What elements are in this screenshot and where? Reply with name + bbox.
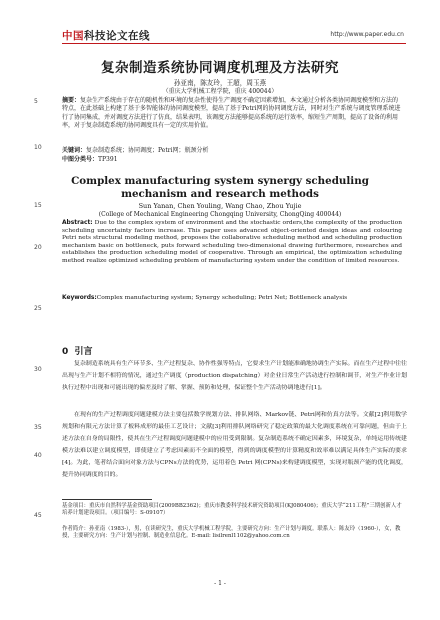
keywords-label: 关键词：: [62, 147, 87, 154]
section-heading: [62, 344, 93, 357]
abstract-english: [62, 220, 402, 265]
page-header: [0, 0, 440, 46]
logo-red-text: 中国: [62, 30, 84, 42]
keywords-english-label: Keywords:: [62, 295, 97, 301]
abstract-english-text: Due to the complex system of environment and the stochastic orders,the complexity of the production scheduling uncertainty factors increase. This paper uses advanced object-oriented design ideas and colouring Petri nets structural modeling method, proposes the collaborative scheduling method and scheduling production mechanism basic on bottleneck, puts forward scheduling two-dimensional drawing furthermore, researches and establishes the production scheduling model of cooperative. Through an empirical, the optimization scheduling method realize optimized scheduling problem of manufacturing system under the condition of limited resources.: [62, 220, 402, 264]
header-rule: [62, 43, 406, 44]
line-number: 35: [34, 424, 42, 431]
footnote-rule: [62, 499, 152, 500]
body-paragraph: 在现有的生产过程调度问题建模方法主要包括数学规划方法、排队网络、Markov链、Petri网和仿真方法等。文献[2]利用数学规划和有限元方法计算了板料成形的最佳工艺设计；文献[3]利用排队网络研究了稳定政策的最大化调度系统在可靠问题，但由于上述方法在自身的局限性，使其在生产过程调度问题建模中的应用受到限制。复杂制造系统不确定因素多，环境复杂，单纯运用传统建模方法难以建立调度模型，即使建立了考虑因素而不全面的模型，得到的调度模型的计算精度和效率难以满足具体生产实际的要求[4]。为此，笔者结合面向对象方法与CPNs方法的优势，运用着色 Petri 网(CPNs)来构建调度模型，实现对瓶颈产能的优化调度，提升协同调度的目的。: [62, 411, 407, 478]
classification-label: 中图分类号：: [62, 156, 99, 163]
line-number: 5: [34, 98, 38, 105]
keywords-english: [62, 295, 402, 301]
site-logo[interactable]: [62, 28, 150, 43]
title-english: Complex manufacturing system synergy scheduling mechanism and research methods: [71, 175, 369, 200]
keywords-chinese: [62, 147, 402, 155]
line-number: 30: [34, 366, 42, 373]
line-number: 25: [34, 305, 42, 312]
authors-chinese: 孙亚南，陈友玲，王超，周玉燕: [173, 79, 267, 87]
body-paragraph: 复杂制造系统具有生产环节多、生产过程复杂、协作性强等特点，它要求生产计划能准确地协调生产实际。而在生产过程中往往出现与生产计划不相符的情况，通过生产调度（production dispatching）对企业日常生产活动进行控制和调节，对生产作业计划执行过程中出现和可能出现的偏差及时了解、掌握、预防和处理，保证整个生产活动协调地进行[1]。: [62, 360, 407, 391]
footnote-funding: 基金项目：重庆市自然科学基金资助项目(2009BB2362)；重庆市教委科学技术研究资助项目(KJ080406)；重庆大学“211工程”三期创新人才培养计划建设项目。（项目编号：S-09107）: [62, 503, 402, 517]
abstract-english-label: Abstract:: [62, 220, 93, 226]
line-number: 10: [34, 144, 42, 151]
classification-number: [62, 156, 402, 164]
authors-english: Sun Yanan, Chen Youling, Wang Chao, Zhou Yujie: [138, 202, 302, 210]
line-number: 20: [34, 244, 42, 251]
footnote-author-bio: 作者简介：孙亚南（1983-），男，在读研究生，重庆大学机械工程学院，主要研究方向：生产计划与调度。联系人：陈友玲（1960-），女，教授，主要研究方向：生产计划与控制、制造业信息化。E-mail: lisilrenl1102@yahoo.com.cn: [62, 526, 401, 540]
section-title: 引言: [74, 347, 93, 357]
keywords-chinese-text: 复杂制造系统；协同调度；Petri网；瓶颈分析: [86, 147, 209, 154]
page-number: - 1 -: [214, 580, 226, 587]
classification-value: TP391: [98, 156, 118, 163]
abstract-chinese-text: 复杂生产系统由于存在的随机性和环境的复杂性使得生产调度不确定因素增加，本文通过分析各类协同调度模型和方法的特点，在此基础上构建了基于多智能体的协同调度模型，提出了基于Petri网的协同调度方法，同时对生产系统与调度管理系统进行了协同集成，并对调度方法进行了仿真，结果表明，该调度方法能够提高系统的运行效率，缩短生产周期，提高了设备的利用率，对于复杂制造系统的协同调度具有一定的实用价值。: [62, 97, 401, 129]
line-number: 15: [34, 202, 42, 209]
title-chinese: 复杂制造系统协同调度机理及方法研究: [101, 60, 339, 76]
affiliation-english: (College of Mechanical Engineering Chongqing University, ChongQing 400044): [98, 211, 342, 218]
line-number: 45: [34, 512, 42, 519]
section-number: 0: [62, 347, 69, 357]
abstract-chinese: [62, 97, 402, 130]
site-url[interactable]: http://www.paper.edu.cn: [330, 31, 404, 38]
affiliation-chinese: （重庆大学机械工程学院，重庆 400044）: [162, 88, 278, 95]
keywords-english-text: Complex manufacturing system; Synergy scheduling; Petri Net; Bottleneck analysis: [96, 295, 348, 301]
abstract-label: 摘要：: [62, 97, 81, 104]
logo-black-text: 科技论文在线: [84, 30, 150, 42]
line-number: 40: [34, 452, 42, 459]
